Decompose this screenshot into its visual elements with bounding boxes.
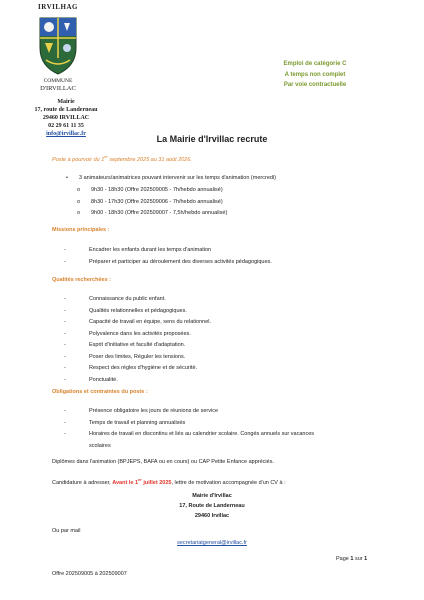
mairie-address-block	[26, 98, 106, 138]
mairie-address-line1: 17, route de Landerneau	[34, 107, 98, 113]
circle-bullet-icon: o	[77, 210, 81, 216]
schedule-text: 8h30 - 17h30 (Offre 202509006 - 7h/hebdo annualisé)	[91, 198, 223, 205]
list-item: - Ponctualité.	[64, 375, 211, 387]
candidature-before: Candidature à adresser,	[52, 479, 113, 486]
list-item	[77, 185, 227, 197]
page-number	[336, 556, 367, 562]
obligation-text: Temps de travail et planning annualisés	[89, 419, 186, 426]
list-item: - Encadrer les enfants durant les temps d'animation	[64, 245, 272, 257]
list-item: - Horaires de travail en discontinu et liés au calendrier scolaire. Congés annuels sur vacances	[64, 429, 384, 441]
page-prefix: Page	[336, 556, 351, 562]
address-line2: 17, Route de Landerneau	[179, 503, 245, 509]
commune-name: D'IRVILLAC	[40, 85, 76, 92]
list-item: - Esprit d'initiative et faculté d'adaptation.	[64, 340, 211, 352]
qualite-text: Esprit d'initiative et faculté d'adaptation.	[89, 342, 186, 348]
poste-dates-end: septembre 2025 au 31 août 2026.	[107, 156, 192, 163]
list-item: - Poser des limites, Réguler les tensions.	[64, 352, 211, 364]
employment-hours: A temps non complet	[284, 71, 346, 78]
qualite-text: Capacité de travail en équipe, sens du relationnel.	[89, 319, 211, 325]
application-address-block	[0, 491, 424, 521]
page-middle: sur	[353, 556, 365, 562]
obligation-text: Présence obligatoire les jours de réunions de service	[89, 408, 219, 414]
mission-text: Encadrer les enfants durant les temps d'animation	[89, 247, 212, 253]
missions-heading: Missions principales :	[52, 227, 110, 233]
page-current: 1	[350, 556, 354, 562]
employment-contract: Par voie contractuelle	[283, 82, 347, 88]
offre-footer: Offre 202509005 à 202509007	[52, 571, 127, 577]
commune-label: COMMUNE	[43, 78, 73, 84]
list-item: - Polyvalence dans les activités proposées.	[64, 329, 211, 341]
poste-dates	[52, 154, 192, 163]
employment-category: Emploi de catégorie C	[283, 61, 347, 67]
coat-of-arms-logo	[36, 14, 80, 76]
list-item: - Présence obligatoire les jours de réunions de service	[64, 406, 384, 418]
list-item: - Qualités relationnelles et pédagogiques.	[64, 306, 211, 318]
address-line1: Mairie d'Irvillac	[192, 493, 232, 499]
mairie-label: Mairie	[57, 99, 75, 105]
qualites-heading: Qualités recherchées :	[52, 277, 112, 283]
qualite-text: Poser des limites, Réguler les tensions.	[89, 353, 186, 360]
list-item: - Connaissance du public enfant.	[64, 294, 211, 306]
par-mail-label: Ou par mail	[52, 528, 81, 534]
animateurs-bullet	[66, 174, 276, 182]
qualites-list	[64, 294, 211, 386]
list-item	[77, 197, 227, 209]
missions-list	[64, 245, 272, 268]
qualite-text: Qualités relationnelles et pédagogiques.	[89, 307, 187, 314]
animateurs-sublist	[77, 185, 227, 220]
mairie-phone: 02 29 61 11 35	[48, 123, 84, 129]
poste-dates-start: Poste à pourvoir du 1	[52, 156, 105, 163]
schedule-text: 9h00 - 18h30 (Offre 202509007 - 7,5h/hebdo annualisé)	[91, 210, 228, 216]
list-item	[77, 208, 227, 220]
candidature-text	[52, 476, 286, 487]
circle-bullet-icon: o	[77, 198, 81, 205]
deadline-text: Avant le 1er juillet 2025	[112, 477, 172, 486]
list-item	[64, 441, 384, 453]
bullet-dot-icon: •	[66, 175, 68, 181]
obligation-continuation: scolaires	[89, 442, 111, 449]
mairie-email-link[interactable]: info@irvillac.fr	[46, 131, 86, 137]
list-item: - Temps de travail et planning annualisés	[64, 418, 384, 430]
page-total: 1	[364, 556, 368, 562]
obligations-list	[64, 406, 384, 452]
mail-link-wrapper	[0, 539, 424, 547]
list-item: - Préparer et participer au déroulement des diverses activités pédagogiques.	[64, 257, 272, 269]
qualite-text: Ponctualité.	[89, 376, 118, 383]
recruitment-email-link[interactable]: secretariatgeneral@irvillac.fr	[177, 540, 247, 546]
poste-dates-sup: er	[104, 154, 108, 159]
obligation-text: Horaires de travail en discontinu et liés au calendrier scolaire. Congés annuels sur vacances	[89, 431, 315, 437]
obligations-heading: Obligations et contraintes du poste :	[52, 389, 148, 395]
diplomes-text: Diplômes dans l'animation (BPJEPS, BAFA ou en cours) ou CAP Petite Enfance appréciés.	[52, 459, 274, 465]
candidature-after: , lettre de motivation accompagnée d'un CV à :	[171, 479, 286, 486]
page-title: La Mairie d'Irvillac recrute	[156, 134, 268, 144]
schedule-text: 9h30 - 18h30 (Offre 202509005 - 7h/hebdo annualisé)	[91, 187, 223, 193]
list-item: - Respect des règles d'hygiène et de sécurité.	[64, 363, 211, 375]
animateurs-text: 3 animateurs/animatrices pouvant intervenir sur les temps d'animation (mercredi)	[79, 175, 276, 181]
logo-name: IRVILHAG	[38, 3, 78, 11]
circle-bullet-icon: o	[77, 187, 81, 193]
list-item: - Capacité de travail en équipe, sens du relationnel.	[64, 317, 211, 329]
qualite-text: Polyvalence dans les activités proposées.	[89, 330, 191, 337]
employment-type-block	[255, 59, 375, 91]
qualite-text: Connaissance du public enfant.	[89, 296, 166, 302]
qualite-text: Respect des règles d'hygiène et de sécurité.	[89, 365, 198, 371]
mission-text: Préparer et participer au déroulement des diverses activités pédagogiques.	[89, 258, 272, 265]
mairie-address-line2: 29460 IRVILLAC	[42, 115, 90, 121]
address-line3: 29460 Irvillac	[194, 513, 230, 519]
